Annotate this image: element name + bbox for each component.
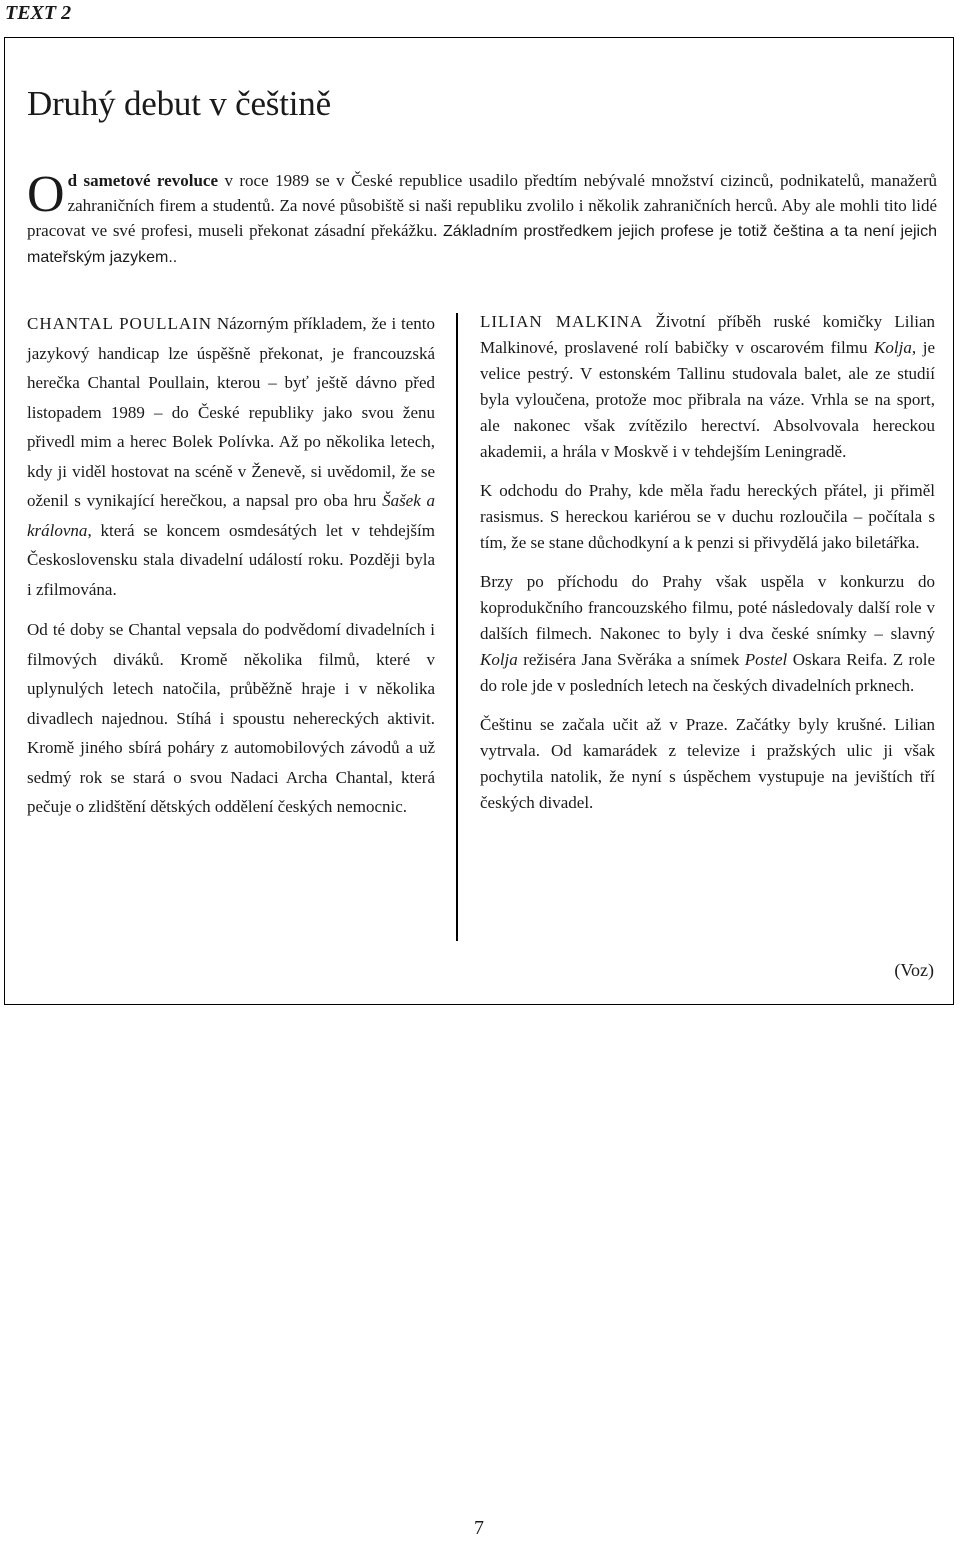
chantal-name: CHANTAL POULLAIN [27,314,213,333]
section-label: TEXT 2 [5,2,72,24]
paragraph-text: Oskara Reifa. Z role do role jde v posledních letech na českých divadelních prknech. [480,650,935,695]
film-title: Postel [744,650,788,669]
lead-text: v roce 1989 se v České republice usadilo předtím nebývalé množství cizinců, podnikatelů, manažerů zahraničních firem a studentů. Za nové působiště si naši republiku zvolilo i několik zahraničních herců. Aby ale mohli tito lidé pracovat ve své profesi, museli překonat zásadní překážku. [27,171,937,240]
paragraph-text: , která se koncem osmdesátých let v tehdejším Československu stala divadelní událostí roku. Později byla i zfilmována. [27,520,435,599]
author-byline: (Voz) [894,960,934,980]
lilian-paragraph-4: Češtinu se začala učit až v Praze. Začátky byly krušné. Lilian vytrvala. Od kamarádek z televize i pražských ulic ji však pochytila natolik, že nyní s úspěchem vystupuje na jevištích tří českých divadel. [480,715,935,812]
lead-bold-text: d sametové revoluce [67,171,218,190]
play-title: Šašek a královna [27,491,435,540]
film-title: Kolja [874,338,912,357]
lilian-name: LILIAN MALKINA [480,312,644,331]
lead-closing-text: Základním prostředkem jejich profese je totiž čeština a ta není jejich mateřským jazykem.. [27,223,937,266]
left-column [27,309,435,822]
paragraph-text: Životní příběh ruské komičky Lilian Malkinové, proslavené rolí babičky v oscarovém filmu [480,312,935,357]
column-divider [456,313,458,941]
paragraph-text: Názorným příkladem, že i tento jazykový handicap lze úspěšně překonat, je francouzská herečka Chantal Poullain, kterou – byť ještě dávno před listopadem 1989 – do České republiky jako svou ženu přivedl mim a herec Bolek Polívka. Až po několika letech, kdy ji viděl hostovat na scéně v Ženevě, si uvědomil, že se oženil s vynikající herečkou, a napsal pro oba hru [27,314,435,510]
article-title: Druhý debut v češtině [27,84,331,123]
drop-cap: O [27,166,65,223]
paragraph-text: , je velice pestrý. V estonském Tallinu studovala balet, ale ze studií byla vyloučena, protože moc přibrala na váze. Vrhla se na sport, ale nakonec však zvítězilo herectví. Absolvovala hereckou akademii, a hrála v Moskvě i v tehdejším Leningradě. [480,338,935,461]
lilian-paragraph-1 [480,309,935,465]
right-column [480,309,935,816]
lilian-paragraph-2: K odchodu do Prahy, kde měla řadu hereckých přátel, ji přiměl rasismus. S hereckou kariérou se v duchu rozloučila – počítala s tím, že se stane důchodkyní a k penzi si přivydělá jako biletářka. [480,481,935,552]
chantal-paragraph-1 [27,309,435,604]
chantal-paragraph-2: Od té doby se Chantal vepsala do podvědomí divadelních i filmových diváků. Kromě několika filmů, které v uplynulých letech natočila, průběžně hraje i v několika divadlech najednou. Stíhá i spoustu nehereckých aktivit. Kromě jiného sbírá poháry z automobilových závodů a už sedmý rok se stará o svou Nadaci Archa Chantal, která pečuje o zlidštění dětských oddělení českých nemocnic. [27,620,435,816]
paragraph-text: Brzy po příchodu do Prahy však uspěla v konkurzu do koprodukčního francouzského filmu, poté následovaly další role v dalších filmech. Nakonec to byly i dva české snímky – slavný [480,572,935,643]
article-lead [27,168,937,270]
lilian-paragraph-3 [480,569,935,699]
film-title: Kolja [480,650,518,669]
paragraph-text: režiséra Jana Svěráka a snímek [517,650,745,669]
page-number: 7 [474,1517,484,1539]
